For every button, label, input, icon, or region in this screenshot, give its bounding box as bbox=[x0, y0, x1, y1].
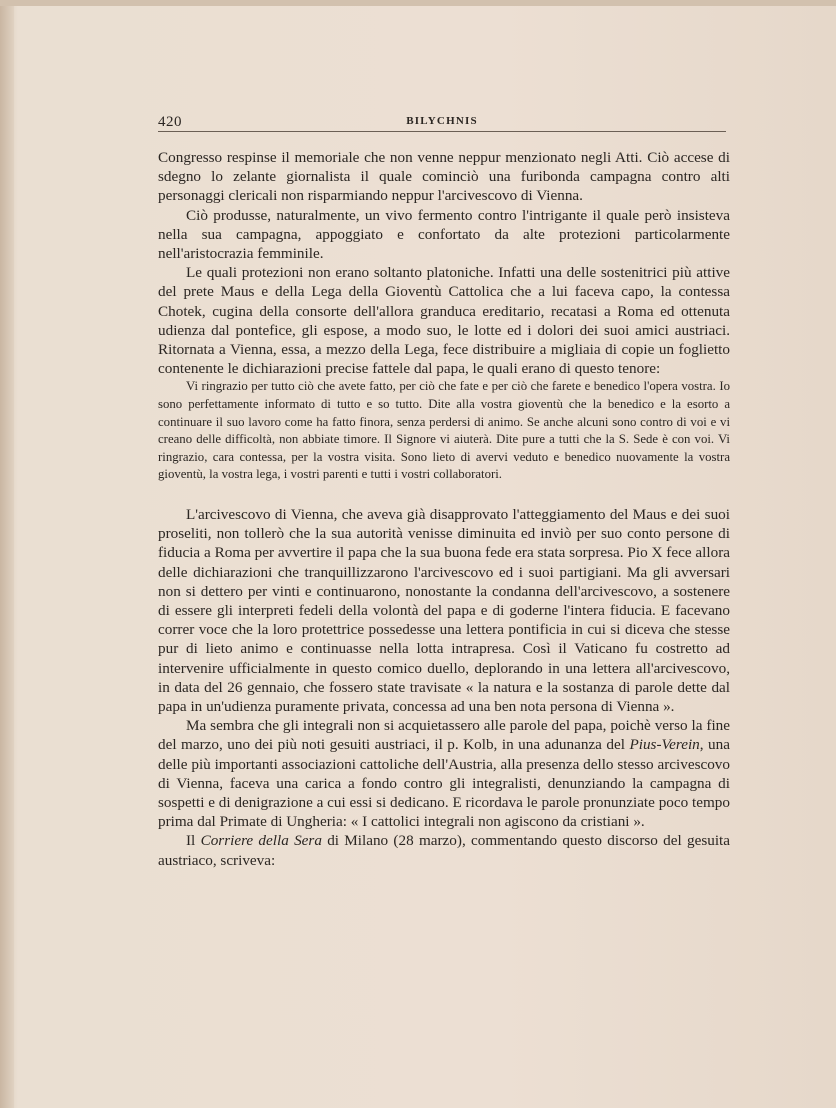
paragraph-6-text-b: di Milano (28 marzo), commentando questo discorso del gesuita austriaco, scriveva: bbox=[158, 832, 730, 869]
running-title: BILYCHNIS bbox=[406, 115, 478, 127]
paragraph-1: Congresso respinse il memoriale che non venne neppur menzionato negli Atti. Ciò accese di sdegno lo zelante giornalista il quale cominciò una furibonda campagna contro alti personaggi clericali non risparmiando neppur l'arcivescovo di Vienna. bbox=[158, 149, 730, 205]
page-binding-edge bbox=[0, 0, 14, 1108]
block-quote: Vi ringrazio per tutto ciò che avete fatto, per ciò che fate e per ciò che farete e benedico l'opera vostra. Io sono perfettamente informato di tutto e so tutto. Dite alla vostra gioventù che la benedico e la esorto a continuare il suo lavoro come ha fatto finora, senza perdersi di animo. Se anche alcuni sono contro di voi e vi creano delle difficoltà, non abbiate timore. Il Signore vi aiuterà. Dite pure a tutti che la S. Sede è con voi. Vi ringrazio, cara contessa, per la vostra visita. Sono lieto di avervi veduto e benedico nuovamente la vostra gioventù, la vostra lega, i vostri parenti e tutti i vostri collaboratori. bbox=[158, 379, 730, 482]
paragraph-5 bbox=[158, 716, 730, 831]
page-header bbox=[158, 112, 726, 132]
paragraph-5-text-b: , una delle più importanti associazioni cattoliche dell'Austria, alla presenza dello stesso arcivescovo di Vienna, faceva una carica a fondo contro gli integralisti, denunziando la campagna di sospetti e di denigrazione a cui essi si dedicano. E ricordava le parole pronunziate poco tempo prima dal Primate di Ungheria: « I cattolici integrali non agiscono da cristiani ». bbox=[158, 736, 730, 831]
paragraph-6-text-a: Il bbox=[186, 832, 201, 850]
pius-verein-italic: Pius-Verein bbox=[629, 736, 700, 754]
paragraph-4: L'arcivescovo di Vienna, che aveva già disapprovato l'atteggiamento del Maus e dei suoi proseliti, non tollerò che la sua autorità venisse diminuita ed inviò per suo conto persone di fiducia a Roma per avvertire il papa che la sua buona fede era stata sorpresa. Pio X fece allora delle dichiarazioni che tranquillizzarono l'arcivescovo ed i suoi partigiani. Ma gli avversari non si dettero per vinti e continuarono, nonostante la condanna dell'arcivescovo, a sostenere di essere gli interpreti fedeli della volontà del papa e di goderne l'intera fiducia. E facevano correr voce che la loro protettrice possedesse una lettera pontificia in cui si diceva che stesse pur di lieto animo e continuasse nella lotta intrapresa. Così il Vaticano fu costretto ad intervenire ufficialmente in questo comico duello, deplorando in una lettera all'arcivescovo, in data del 26 gennaio, che fossero state travisate « la natura e la sostanza di parole dette dal papa in un'udienza puramente privata, concessa ad una ben nota persona di Vienna ». bbox=[158, 506, 730, 716]
paragraph-3: Le quali protezioni non erano soltanto platoniche. Infatti una delle sostenitrici più attive del prete Maus e della Lega della Gioventù Cattolica che a lui faceva capo, la contessa Chotek, cugina della consorte dell'allora granduca ereditario, recatasi a Roma ed ottenuta udienza dal pontefice, gli espose, a modo suo, le lotte ed i dolori dei suoi amici austriaci. Ritornata a Vienna, essa, a mezzo della Lega, fece distribuire a migliaia di copie un foglietto contenente le dichiarazioni precise fattele dal papa, le quali erano di questo tenore: bbox=[158, 264, 730, 378]
corriere-italic: Corriere della Sera bbox=[200, 832, 322, 850]
header-rule bbox=[158, 131, 726, 132]
page-number: 420 bbox=[158, 114, 182, 130]
body-text bbox=[158, 148, 730, 870]
paragraph-2: Ciò produsse, naturalmente, un vivo fermento contro l'intrigante il quale però insisteva nella sua campagna, appoggiato e confortato da alte protezioni particolarmente nell'aristocrazia femminile. bbox=[158, 206, 730, 263]
paragraph-5-text-a: Ma sembra che gli integrali non si acquietassero alle parole del papa, poichè verso la fine del marzo, uno dei più noti gesuiti austriaci, il p. Kolb, in una adunanza del bbox=[158, 717, 730, 754]
paragraph-6 bbox=[158, 831, 730, 869]
page-top-edge bbox=[0, 0, 836, 6]
